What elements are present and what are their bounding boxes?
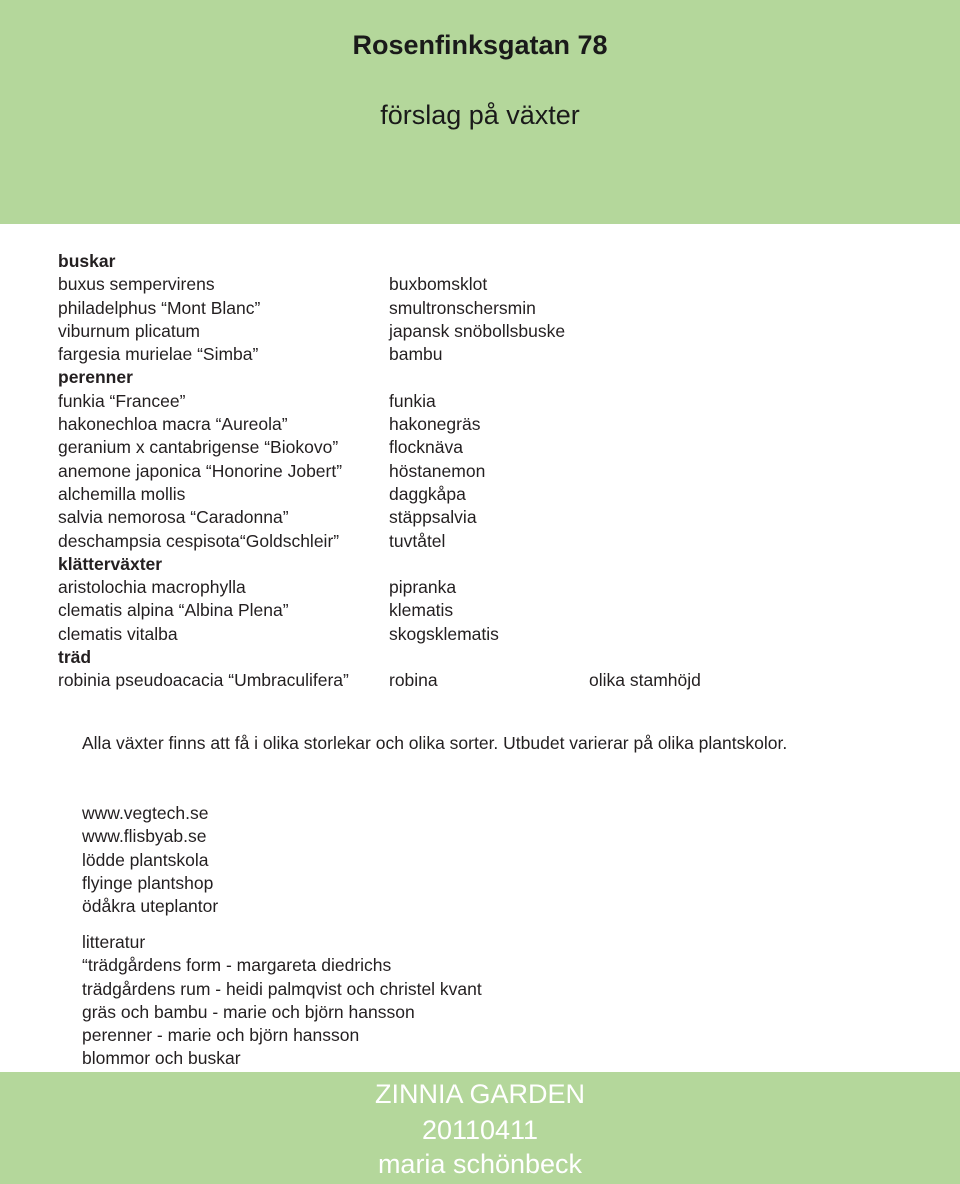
literature-item: perenner - marie och björn hansson [82,1025,360,1046]
plant-latin-name: alchemilla mollis [58,483,186,504]
category-label: buskar [58,251,116,271]
literature-item: trädgårdens rum - heidi palmqvist och christel kvant [82,978,482,999]
plant-swedish-name: pipranka [389,577,457,598]
plant-latin-name: robinia pseudoacacia “Umbraculifera” [58,670,349,691]
plant-latin-name: philadelphus “Mont Blanc” [58,297,261,318]
plant-latin-name: aristolochia macrophylla [58,577,246,598]
plant-row [58,530,938,553]
plant-swedish-name: bambu [389,344,443,365]
plant-swedish-name: robina [389,670,438,691]
plant-latin-name: clematis alpina “Albina Plena” [58,600,289,621]
footer-date: 20110411 [421,1115,539,1145]
plant-row [58,460,938,483]
page-subtitle: förslag på växter [380,100,580,130]
availability-note [82,732,802,755]
plant-swedish-name: smultronschersmin [389,297,536,318]
footer-company: ZINNIA GARDEN [374,1079,586,1109]
category-heading [58,366,938,389]
plant-latin-name: hakonechloa macra “Aureola” [58,414,288,435]
source-list [82,802,218,918]
footer-author: maria schönbeck [377,1149,583,1179]
plant-row [58,390,938,413]
plant-swedish-name: daggkåpa [389,483,466,504]
literature-list [82,954,482,1070]
plant-list [58,250,938,693]
page-title: Rosenfinksgatan 78 [352,30,608,60]
plant-latin-name: buxus sempervirens [58,274,215,295]
plant-latin-name: funkia “Francee” [58,390,186,411]
plant-latin-name: deschampsia cespisota“Goldschleir” [58,530,340,551]
literature-section [82,931,482,1071]
plant-swedish-name: skogsklematis [389,623,499,644]
category-label: klätterväxter [58,553,163,574]
category-label: träd [58,647,92,668]
plant-swedish-name: buxbomsklot [389,274,488,295]
plant-swedish-name: stäppsalvia [389,507,477,528]
plant-swedish-name: klematis [389,600,454,621]
source-item: lödde plantskola [82,849,209,870]
plant-row [58,623,938,646]
plant-latin-name: anemone japonica “Honorine Jobert” [58,460,343,481]
plant-row [58,273,938,296]
plant-row [58,436,938,459]
plant-swedish-name: tuvtåtel [389,530,446,551]
availability-text: Alla växter finns att få i olika storlekar och olika sorter. Utbudet varierar på olika plantskolor. [82,733,788,753]
plant-note: olika stamhöjd [589,670,701,691]
plant-row [58,413,938,436]
plant-row [58,599,938,622]
category-heading [58,646,938,669]
plant-row [58,320,938,343]
plant-latin-name: salvia nemorosa “Caradonna” [58,507,289,528]
plant-latin-name: clematis vitalba [58,623,178,644]
plant-row [58,297,938,320]
plant-latin-name: viburnum plicatum [58,320,200,341]
plant-latin-name: geranium x cantabrigense “Biokovo” [58,437,339,458]
footer-band [0,1072,960,1184]
source-item: www.vegtech.se [82,803,209,823]
plant-swedish-name: hakonegräs [389,414,481,435]
plant-latin-name: fargesia murielae “Simba” [58,344,259,365]
literature-heading: litteratur [82,932,146,952]
plant-row [58,483,938,506]
plant-row [58,576,938,599]
plant-row [58,506,938,529]
plant-swedish-name: flocknäva [389,437,463,458]
source-item: www.flisbyab.se [82,826,207,847]
category-heading [58,250,938,273]
plant-swedish-name: funkia [389,390,436,411]
source-item: ödåkra uteplantor [82,896,219,917]
plant-row [58,343,938,366]
plant-swedish-name: höstanemon [389,460,486,481]
literature-item: gräs och bambu - marie och björn hansson [82,1001,415,1022]
source-item: flyinge plantshop [82,872,214,893]
plant-swedish-name: japansk snöbollsbuske [389,320,566,341]
literature-item: “trädgårdens form - margareta diedrichs [82,955,392,976]
category-heading [58,553,938,576]
plant-row [58,669,938,692]
category-label: perenner [58,367,133,388]
header-band [0,0,960,224]
literature-item: blommor och buskar [82,1048,241,1069]
